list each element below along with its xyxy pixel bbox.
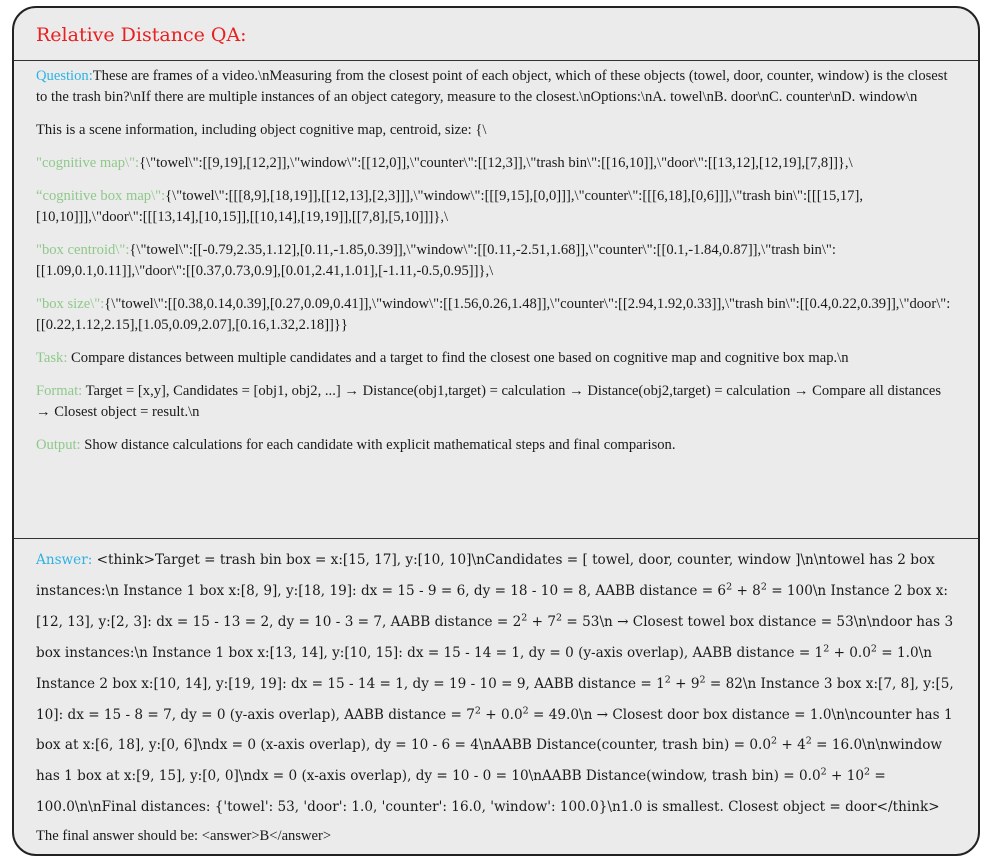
answer-seg-9: = 82\n Instance 3 box x:[7, 8], y:[5, 10]: dx = 15 - 8 = 7, dy = 0 (y-axis overlap), AABB distance = 7	[36, 675, 954, 723]
answer-seg-4: + 7	[527, 613, 557, 630]
task-paragraph	[36, 348, 958, 369]
exponent: 2	[870, 643, 877, 655]
answer-seg-7: = 1.0\n Instance 2 box x:[10, 14], y:[19, 19]: dx = 15 - 14 = 1, dy = 19 - 10 = 9, AABB distance = 1	[36, 644, 932, 692]
question-text: These are frames of a video.\nMeasuring from the closest point of each object, which of these objects (towel, door, counter, window) is the closest to the trash bin?\nIf there are multiple instances of an object category, measure to the closest.\nOptions:\nA. towel\nB. door\nC. counter\nD. window\n	[36, 68, 948, 105]
cognitive-map-value: {\"towel\":[[9,19],[12,2]],\"window\":[[12,0]],\"counter\":[[12,3]],\"trash bin\":[[16,10]],\"door\":[[13,12],[12,19],[7,8]]},\	[139, 155, 853, 171]
cognitive-map-key: "cognitive map\":	[36, 155, 140, 171]
exponent: 2	[820, 766, 827, 778]
exponent: 2	[864, 766, 871, 778]
output-text: Show distance calculations for each candidate with explicit mathematical steps and final comparison.	[80, 437, 676, 453]
cognitive-box-map-value: {\"towel\":[[[8,9],[18,19]],[[12,13],[2,3]]],\"window\":[[[9,15],[0,0]]],\"counter\":[[[6,18],[0,6]]],\"trash bin\":[[[15,17],[10,10]]],\"door\":[[[13,14],[10,15]],[[10,14],[19,19]],[[7,8],[5,10]]]},\	[36, 188, 863, 225]
box-size-paragraph	[36, 294, 958, 336]
format-label: Format:	[36, 383, 83, 399]
box-centroid-value: {\"towel\":[[-0.79,2.35,1.12],[0.11,-1.85,0.39]],\"window\":[[0.11,-2.51,1.68]],\"counter\":[[0.1,-1.84,0.87]],\"trash bin\":[[1.09,0.1,0.11]],\"door\":[[0.37,0.73,0.9],[0.01,2.41,1.01],[-1.11,-0.5,0.95]]},\	[36, 242, 836, 279]
question-paragraph	[36, 66, 958, 108]
answer-divider	[14, 538, 978, 539]
answer-seg-3: = 100\n Instance 2 box x:[12, 13], y:[2, 3]: dx = 15 - 13 = 2, dy = 10 - 3 = 7, AABB distance = 2	[36, 582, 949, 630]
title-divider	[14, 60, 978, 61]
scene-intro: This is a scene information, including object cognitive map, centroid, size: {\	[36, 122, 487, 138]
box-size-key: "box size\":	[36, 296, 105, 312]
answer-seg-1: <think>Target = trash bin box = x:[15, 17], y:[10, 10]\nCandidates = [ towel, door, counter, window ]\n\ntowel has 2 box instances:\n Instance 1 box x:[8, 9], y:[18, 19]: dx = 15 - 9 = 6, dy = 18 - 10 = 8, AABB distance = 6	[36, 552, 935, 599]
answer-section	[36, 545, 958, 847]
cognitive-map-paragraph	[36, 153, 958, 174]
answer-seg-6: + 0.0	[829, 644, 871, 661]
cognitive-box-map-key: “cognitive box map\":	[36, 188, 166, 204]
task-label: Task:	[36, 350, 68, 366]
answer-seg-15: = 100.0\n\nFinal distances: {'towel': 53, 'door': 1.0, 'counter': 16.0, 'window': 100.0}\n1.0 is smallest. Closest object = door</think>	[36, 768, 940, 816]
exponent: 2	[760, 581, 767, 593]
exponent: 2	[556, 612, 563, 624]
exponent: 2	[522, 705, 529, 716]
exponent: 2	[699, 674, 706, 686]
answer-seg-14: + 10	[826, 768, 864, 785]
answer-paragraph	[36, 545, 958, 823]
box-size-value: {\"towel\":[[0.38,0.14,0.39],[0.27,0.09,0.41]],\"window\":[[1.56,0.26,1.48]],\"counter\":[[2.94,1.92,0.33]],\"trash bin\":[[0.4,0.22,0.39]],\"door\":[[0.22,1.12,2.15],[1.05,0.09,2.07],[0.16,1.32,2.18]]}}	[36, 296, 951, 333]
task-text: Compare distances between multiple candidates and a target to find the closest one based on cognitive map and cognitive box map.\n	[67, 350, 849, 366]
exponent: 2	[771, 735, 778, 747]
question-section	[36, 66, 958, 468]
answer-seg-5: = 53\n → Closest towel box distance = 53\n\ndoor has 3 box instances:\n Instance 1 box x:[13, 14], y:[10, 15]: dx = 15 - 14 = 1, dy = 0 (y-axis overlap), AABB distance = 1	[36, 613, 954, 661]
answer-seg-8: + 9	[670, 675, 700, 692]
answer-seg-13: = 16.0\n\nwindow has 1 box at x:[9, 15], y:[0, 0]\ndx = 0 (x-axis overlap), dy = 10 - 0 = 10\nAABB Distance(window, trash bin) = 0.0	[36, 737, 943, 785]
card-title: Relative Distance QA:	[36, 24, 247, 46]
answer-label: Answer:	[36, 552, 93, 568]
exponent: 2	[664, 674, 671, 686]
output-label: Output:	[36, 437, 81, 453]
box-centroid-key: "box centroid\":	[36, 242, 130, 258]
qa-card	[12, 6, 980, 856]
answer-seg-12: + 4	[777, 737, 806, 754]
exponent: 2	[521, 612, 528, 624]
final-answer-line: The final answer should be: <answer>B</answer>	[36, 828, 332, 845]
box-centroid-paragraph	[36, 240, 958, 282]
cognitive-box-map-paragraph	[36, 186, 958, 228]
exponent: 2	[474, 705, 481, 716]
question-label: Question:	[36, 68, 93, 84]
answer-seg-11: = 49.0\n → Closest door box distance = 1.0\n\ncounter has 1 box at x:[6, 18], y:[0, 6]\ndx = 0 (x-axis overlap), dy = 10 - 6 = 4\nAABB Distance(counter, trash bin) = 0.0	[36, 706, 953, 754]
answer-seg-2: + 8	[732, 582, 761, 599]
format-text: Target = [x,y], Candidates = [obj1, obj2, ...] → Distance(obj1,target) = calculation → Distance(obj2,target) = calculation → Compare all distances → Closest object = result.\n	[36, 383, 941, 420]
format-paragraph	[36, 381, 958, 423]
output-paragraph	[36, 435, 958, 456]
answer-seg-10: + 0.0	[480, 706, 523, 723]
exponent: 2	[823, 643, 830, 655]
exponent: 2	[805, 735, 812, 747]
exponent: 2	[726, 581, 733, 593]
